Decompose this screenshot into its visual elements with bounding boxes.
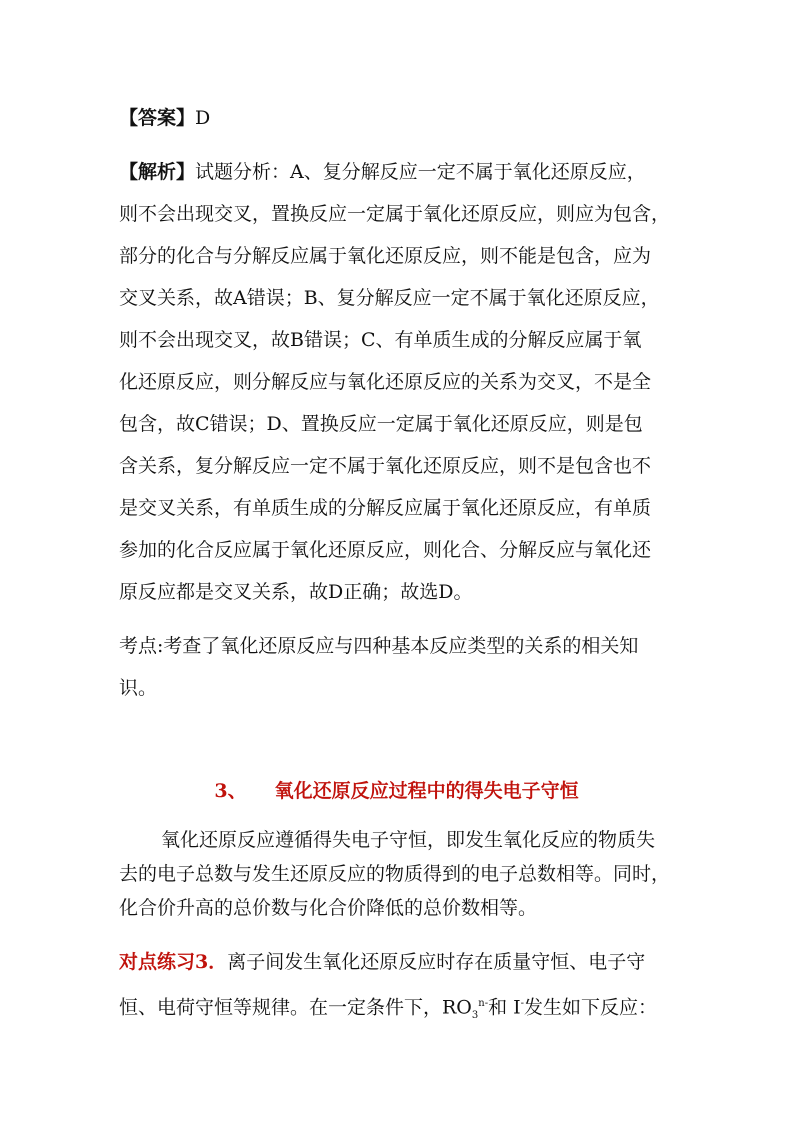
answer-label: 【答案】 — [119, 107, 196, 129]
practice-text: 离子间发生氧化还原反应时存在质量守恒、电子守 — [227, 951, 646, 973]
superscript: n- — [478, 998, 489, 1009]
practice-label: 对点练习3． — [119, 951, 228, 973]
analysis-line-5: 则不会出现交叉，故B错误；C、有单质生成的分解反应属于氧 — [119, 329, 642, 351]
section-body-line-3: 化合价升高的总价数与化合价降低的总价数相等。 — [119, 897, 538, 919]
section-heading: 氧化还原反应过程中的得失电子守恒 — [274, 780, 579, 802]
analysis-text: 试题分析：A、复分解反应一定不属于氧化还原反应， — [195, 161, 646, 183]
analysis-line-11: 原反应都是交叉关系，故D正确；故选D。 — [119, 581, 473, 603]
analysis-line-3: 部分的化合与分解反应属于氧化还原反应，则不能是包含，应为 — [119, 245, 652, 267]
analysis-line-7: 包含，故C错误；D、置换反应一定属于氧化还原反应，则是包 — [119, 413, 643, 435]
practice-text-2: 恒、电荷守恒等规律。在一定条件下，RO — [119, 996, 472, 1019]
section-number: 3、 — [214, 780, 247, 802]
answer-value: D — [195, 107, 211, 129]
analysis-line-9: 是交叉关系，有单质生成的分解反应属于氧化还原反应，有单质 — [119, 497, 652, 519]
kaodian-line-2: 识。 — [119, 677, 158, 699]
kaodian-line-1: 考点:考查了氧化还原反应与四种基本反应类型的关系的相关知 — [119, 635, 639, 657]
analysis-line-10: 参加的化合反应属于氧化还原反应，则化合、分解反应与氧化还 — [119, 539, 652, 561]
section-title — [0, 776, 793, 803]
analysis-line-8: 含关系，复分解反应一定不属于氧化还原反应，则不是包含也不 — [119, 455, 652, 477]
analysis-line-2: 则不会出现交叉，置换反应一定属于氧化还原反应，则应为包含， — [119, 203, 671, 225]
subscript: 3 — [471, 1010, 479, 1022]
section-body-line-1: 氧化还原反应遵循得失电子守恒，即发生氧化反应的物质失 — [161, 829, 656, 851]
practice-and: 和 I — [488, 996, 521, 1019]
analysis-line-6: 化还原反应，则分解反应与氧化还原反应的关系为交叉，不是全 — [119, 371, 652, 393]
section-body-line-2: 去的电子总数与发生还原反应的物质得到的电子总数相等。同时， — [119, 863, 671, 885]
practice-line-1 — [119, 950, 645, 974]
superscript-2: - — [520, 998, 525, 1009]
answer-line — [119, 106, 210, 130]
practice-line-2 — [119, 992, 657, 1028]
analysis-line-4: 交叉关系，故A错误；B、复分解反应一定不属于氧化还原反应， — [119, 287, 660, 309]
practice-text-3: 发生如下反应： — [524, 996, 658, 1019]
analysis-label: 【解析】 — [119, 161, 196, 183]
analysis-line-1 — [119, 160, 646, 184]
